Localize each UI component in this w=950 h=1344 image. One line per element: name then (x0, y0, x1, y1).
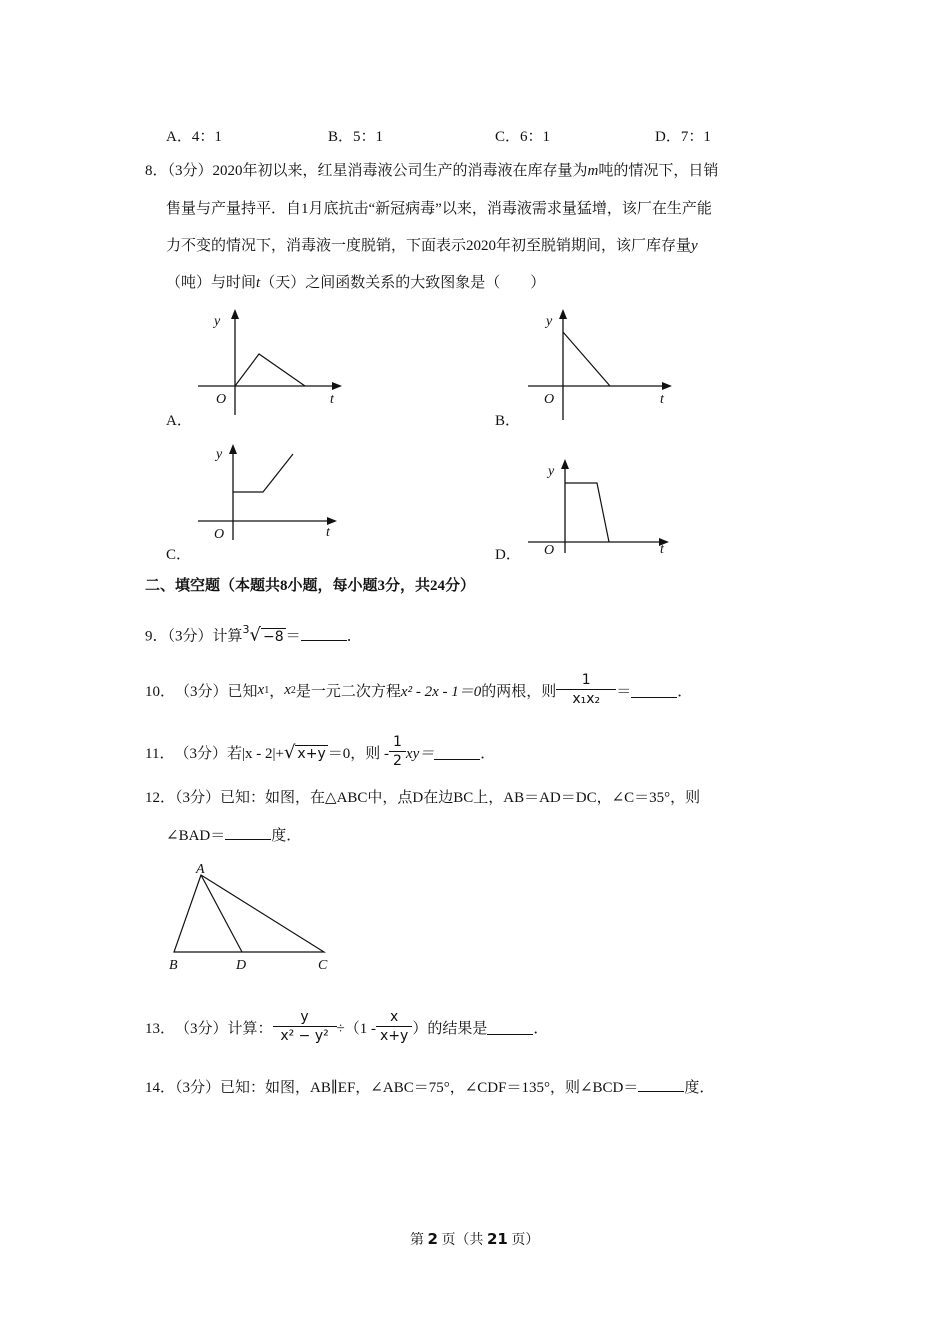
q10-text-c: 的两根，则 (481, 683, 557, 700)
q13-f1-num: y (300, 1009, 309, 1025)
q14-answer-blank[interactable] (638, 1077, 684, 1092)
q14-end: 度． (684, 1080, 715, 1096)
q10-text-a: 已知 (227, 683, 258, 700)
q13-answer-blank[interactable] (487, 1020, 533, 1035)
q11 (145, 730, 495, 774)
q13-text-a: 计算： (227, 1020, 273, 1037)
graph-d-origin: O (544, 543, 555, 555)
q11-end: ． (480, 745, 496, 762)
footer-text-c: 页） (511, 1233, 540, 1248)
q9-text: 计算 (212, 628, 243, 645)
q12-text-b: 度． (271, 828, 302, 844)
graph-c-y-label: y (216, 447, 223, 462)
q9-score: （3分） (167, 628, 213, 645)
q8-line-1 (145, 161, 718, 181)
q10-sub2: 2 (290, 684, 296, 696)
q11-number: 11． (145, 745, 175, 762)
q7-option-b: B．5：1 (328, 129, 384, 145)
q8-text: （吨）与时间 (166, 275, 257, 291)
q13-score: （3分） (175, 1020, 228, 1037)
q8-var-t: t (256, 275, 261, 291)
q10-sep: ， (269, 683, 285, 700)
q13-div: ÷（1 - (336, 1020, 377, 1037)
q9-root-index: 3 (242, 623, 250, 636)
q11-text-c: xy＝ (405, 745, 435, 762)
q13-text-b: ）的结果是 (412, 1020, 488, 1037)
q10-x2: x (284, 681, 291, 698)
q11-answer-blank[interactable] (434, 745, 480, 760)
q8-option-c-label: C． (166, 547, 192, 563)
graph-b-origin: O (544, 392, 555, 407)
label-b: B (169, 958, 178, 973)
q10-equation: x² - 2x - 1＝0 (400, 683, 482, 700)
q8-var-y: y (691, 238, 698, 254)
section-2-title: 二、填空题（本题共8小题，每小题3分，共24分） (145, 578, 476, 594)
page-footer (410, 1229, 539, 1251)
q7-option-d: D．7：1 (655, 129, 711, 145)
q8-line-4 (166, 273, 545, 293)
q9-number: 9． (145, 628, 168, 645)
q8-text: 2020年初以来，红星消毒液公司生产的消毒液在库存量为 (212, 163, 588, 179)
q8-graph-a (190, 305, 350, 420)
q8-option-d-label: D． (495, 547, 521, 563)
q8-graph-d (520, 455, 680, 555)
q10-sub1: 1 (264, 684, 270, 696)
q11-radicand: x+y (297, 745, 326, 762)
q9-radicand: −8 (263, 628, 284, 645)
q12-line-2 (166, 825, 301, 846)
q11-text-b: ＝0，则 - (327, 745, 389, 762)
q14 (145, 1077, 714, 1098)
q13 (145, 1004, 548, 1050)
q10-score: （3分） (175, 683, 228, 700)
q9-cube-root: $^3$√ −8 (242, 623, 284, 646)
q11-fraction (389, 734, 406, 770)
q12-text: 已知：如图，在△ABC中，点D在边BC上，AB＝AD＝DC，∠C＝35°，则 (220, 790, 701, 806)
footer-total-pages: 21 (486, 1230, 508, 1248)
q8-text: （天）之间函数关系的大致图象是（ ） (260, 275, 546, 291)
q8-line-2: 售量与产量持平．自1月底抗击“新冠病毒”以来，消毒液需求量猛增，该厂在生产能 (166, 201, 712, 217)
q8-score: （3分） (167, 163, 213, 179)
q12-line-1 (145, 788, 700, 808)
q13-end: ． (533, 1020, 549, 1037)
footer-page-number: 2 (427, 1230, 438, 1248)
q8-graph-c (190, 440, 350, 545)
graph-b-y-label: y (546, 314, 553, 329)
graph-c-origin: O (214, 527, 225, 542)
q11-sqrt: √ x+y (283, 741, 326, 763)
label-a: A (196, 862, 205, 877)
q9-equals: ＝ (285, 628, 301, 645)
q11-score: （3分） (174, 745, 227, 762)
q11-frac-num: 1 (392, 734, 402, 750)
label-d: D (236, 958, 247, 973)
q13-fraction-1 (273, 1009, 337, 1045)
q10-answer-blank[interactable] (631, 683, 677, 698)
q7-option-a: A．4：1 (166, 129, 222, 145)
graph-d-t-label: t (660, 542, 664, 555)
graph-c-t-label: t (326, 525, 330, 540)
q10-end: ． (677, 683, 693, 700)
q10-frac-num: 1 (581, 672, 591, 688)
q7-option-c: C．6：1 (495, 129, 551, 145)
q8-text: 吨的情况下，日销 (598, 163, 719, 179)
q13-fraction-2 (376, 1009, 412, 1045)
q10-number: 10． (145, 683, 176, 700)
q13-f2-num: x (390, 1009, 399, 1025)
q9 (145, 622, 362, 647)
label-c: C (318, 958, 328, 973)
q13-f2-den: x+y (376, 1026, 412, 1045)
q14-score: （3分） (175, 1080, 221, 1096)
q8-var-m: m (587, 163, 599, 179)
q11-frac-den: 2 (389, 751, 406, 770)
q8-graph-b (520, 305, 680, 420)
q8-line-3 (166, 236, 698, 256)
q8-option-a-label: A． (166, 413, 192, 429)
q13-f1-den: x² − y² (273, 1026, 337, 1045)
q8-number: 8． (145, 163, 168, 179)
q10-frac-den: x₁x₂ (556, 689, 616, 708)
q12-triangle-figure (160, 855, 340, 980)
q9-answer-blank[interactable] (301, 626, 347, 641)
q12-text-a: ∠BAD＝ (166, 828, 226, 844)
q8-text: 力不变的情况下，消毒液一度脱销，下面表示2020年初至脱销期间，该厂库存量 (166, 238, 692, 254)
q9-end: ． (346, 628, 362, 645)
q14-number: 14． (145, 1080, 176, 1096)
q10-x1: x (257, 681, 265, 698)
footer-text-a: 第 (410, 1233, 424, 1248)
q10 (145, 665, 692, 715)
graph-d-y-label: y (548, 464, 555, 479)
footer-text-b: 页（共 (441, 1233, 484, 1248)
graph-a-y-label: y (214, 314, 221, 329)
graph-a-t-label: t (330, 392, 334, 407)
q10-text-b: 是一元二次方程 (295, 683, 401, 700)
q12-score: （3分） (175, 790, 221, 806)
q12-number: 12． (145, 790, 176, 806)
q14-text: 已知：如图，AB∥EF，∠ABC＝75°，∠CDF＝135°，则∠BCD＝ (220, 1080, 639, 1096)
graph-b-t-label: t (660, 392, 664, 407)
q10-fraction (556, 672, 616, 708)
q12-answer-blank[interactable] (225, 825, 271, 840)
q13-number: 13． (145, 1020, 176, 1037)
q11-text-a: 若|x - 2|+ (226, 745, 284, 762)
q8-option-b-label: B． (495, 413, 521, 429)
q10-equals: ＝ (616, 683, 632, 700)
graph-a-origin: O (216, 392, 227, 407)
